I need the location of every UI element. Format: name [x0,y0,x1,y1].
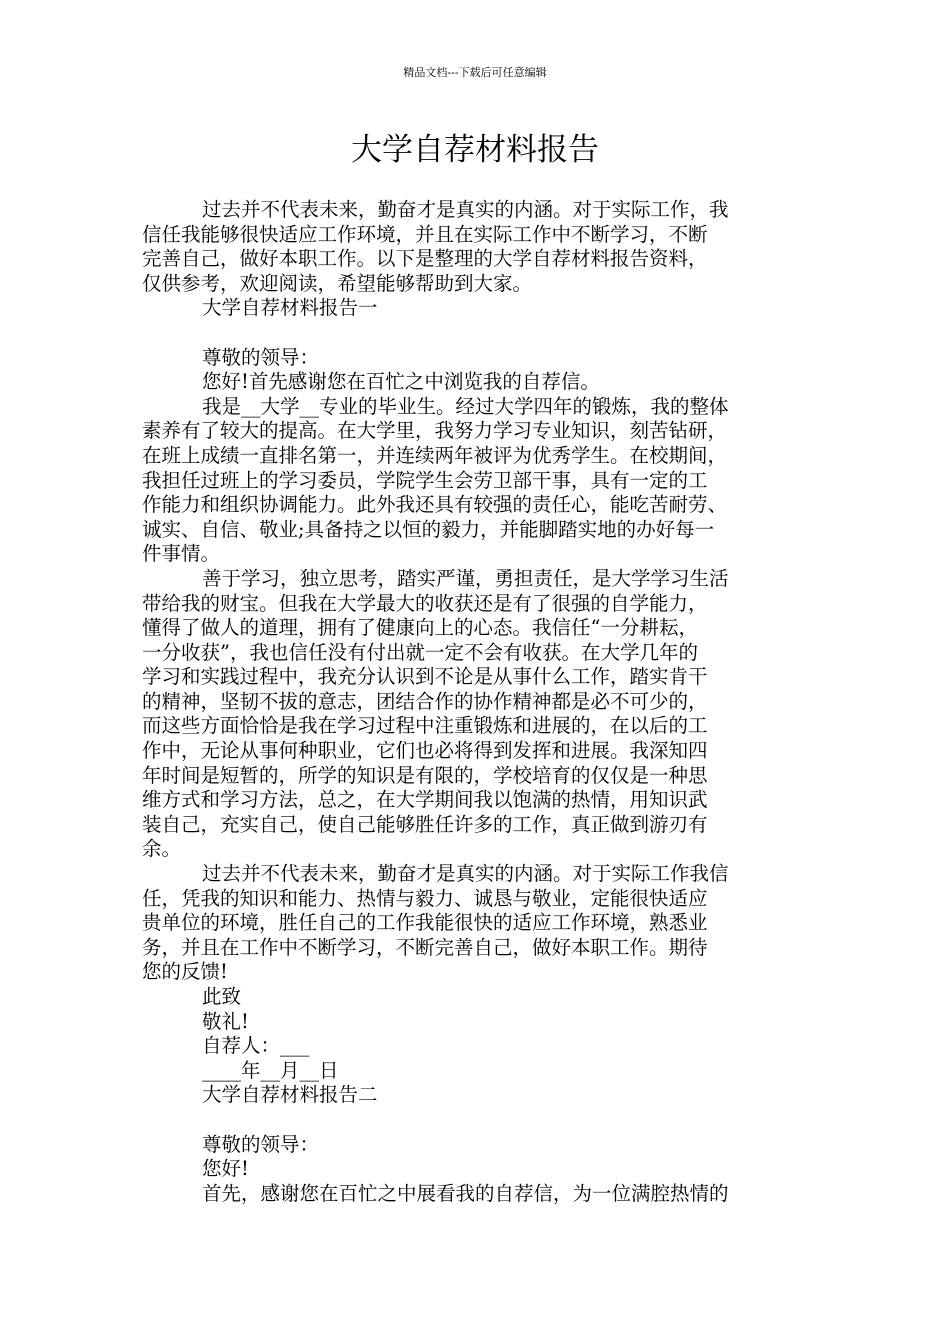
text-line: 任，凭我的知识和能力、热情与毅力、诚恳与敬业，定能很快适应 [142,886,708,910]
text-line: 过去并不代表未来，勤奋才是真实的内涵。对于实际工作，我 [202,198,729,221]
text-line: 余。 [142,837,182,861]
text-line: 敬礼! [202,1009,249,1033]
text-line: 您好! [202,1157,249,1181]
text-line: 尊敬的领导： [202,1132,320,1156]
text-line: 完善自己，做好本职工作。以下是整理的大学自荐材料报告资料， [142,247,708,271]
text-line: 作能力和组织协调能力。此外我还具有较强的责任心，能吃苦耐劳、 [142,493,728,517]
text-line: 贵单位的环境，胜任自己的工作我能很快的适应工作环境，熟悉业 [142,911,708,935]
text-line: 您好!首先感谢您在百忙之中浏览我的自荐信。 [202,370,600,394]
text-line: 尊敬的领导： [202,345,320,369]
text-line: 懂得了做人的道理，拥有了健康向上的心态。我信任“一分耕耘， [142,616,698,640]
text-line: ____年__月__日 [202,1058,339,1082]
page-header-note: 精品文档---下载后可任意编辑 [403,66,547,79]
text-line: 我担任过班上的学习委员，学院学生会劳卫部干事，具有一定的工 [142,468,708,492]
text-line: 您的反馈! [142,960,228,984]
text-line: 务，并且在工作中不断学习，不断完善自己，做好本职工作。期待 [142,935,708,959]
text-line: 我是__大学__专业的毕业生。经过大学四年的锻炼，我的整体 [202,394,729,418]
text-line: 而这些方面恰恰是我在学习过程中注重锻炼和进展的，在以后的工 [142,714,708,738]
text-line: 作中，无论从事何种职业，它们也必将得到发挥和进展。我深知四 [142,739,708,763]
text-line: 仅供参考，欢迎阅读，希望能够帮助到大家。 [142,271,533,295]
text-line: 年时间是短暂的，所学的知识是有限的，学校培育的仅仅是一种思 [142,763,708,787]
text-line: 自荐人：___ [202,1034,310,1058]
text-line: 一分收获”，我也信任没有付出就一定不会有收获。在大学几年的 [142,640,698,664]
blank-line [142,321,810,346]
text-line: 带给我的财宝。但我在大学最大的收获还是有了很强的自学能力， [142,591,708,615]
text-line: 过去并不代表未来，勤奋才是真实的内涵。对于实际工作我信 [202,862,729,886]
text-line: 首先，感谢您在百忙之中展看我的自荐信，为一位满腔热情的 [202,1181,729,1205]
text-line: 的精神，坚韧不拔的意志，团结合作的协作精神都是必不可少的， [142,689,708,713]
text-line: 素养有了较大的提高。在大学里，我努力学习专业知识，刻苦钻研， [142,419,728,443]
text-line: 学习和实践过程中，我充分认识到不论是从事什么工作，踏实肯干 [142,665,708,689]
blank-line [142,1108,810,1133]
text-line: 在班上成绩一直排名第一，并连续两年被评为优秀学生。在校期间， [142,443,728,467]
text-line: 善于学习，独立思考，踏实严谨，勇担责任，是大学学习生活 [202,566,729,590]
text-line: 装自己，充实自己，使自己能够胜任许多的工作，真正做到游刃有 [142,812,708,836]
document-title: 大学自荐材料报告 [351,132,599,168]
document-body [142,198,810,1206]
text-line: 大学自荐材料报告二 [202,1083,378,1107]
text-line: 维方式和学习方法，总之，在大学期间我以饱满的热情，用知识武 [142,788,708,812]
text-line: 此致 [202,985,242,1008]
text-line: 信任我能够很快适应工作环境，并且在实际工作中不断学习，不断 [142,222,708,246]
text-line: 诚实、自信、敬业;具备持之以恒的毅力，并能脚踏实地的办好每一 [142,517,715,541]
text-line: 件事情。 [142,542,221,566]
text-line: 大学自荐材料报告一 [202,296,378,320]
